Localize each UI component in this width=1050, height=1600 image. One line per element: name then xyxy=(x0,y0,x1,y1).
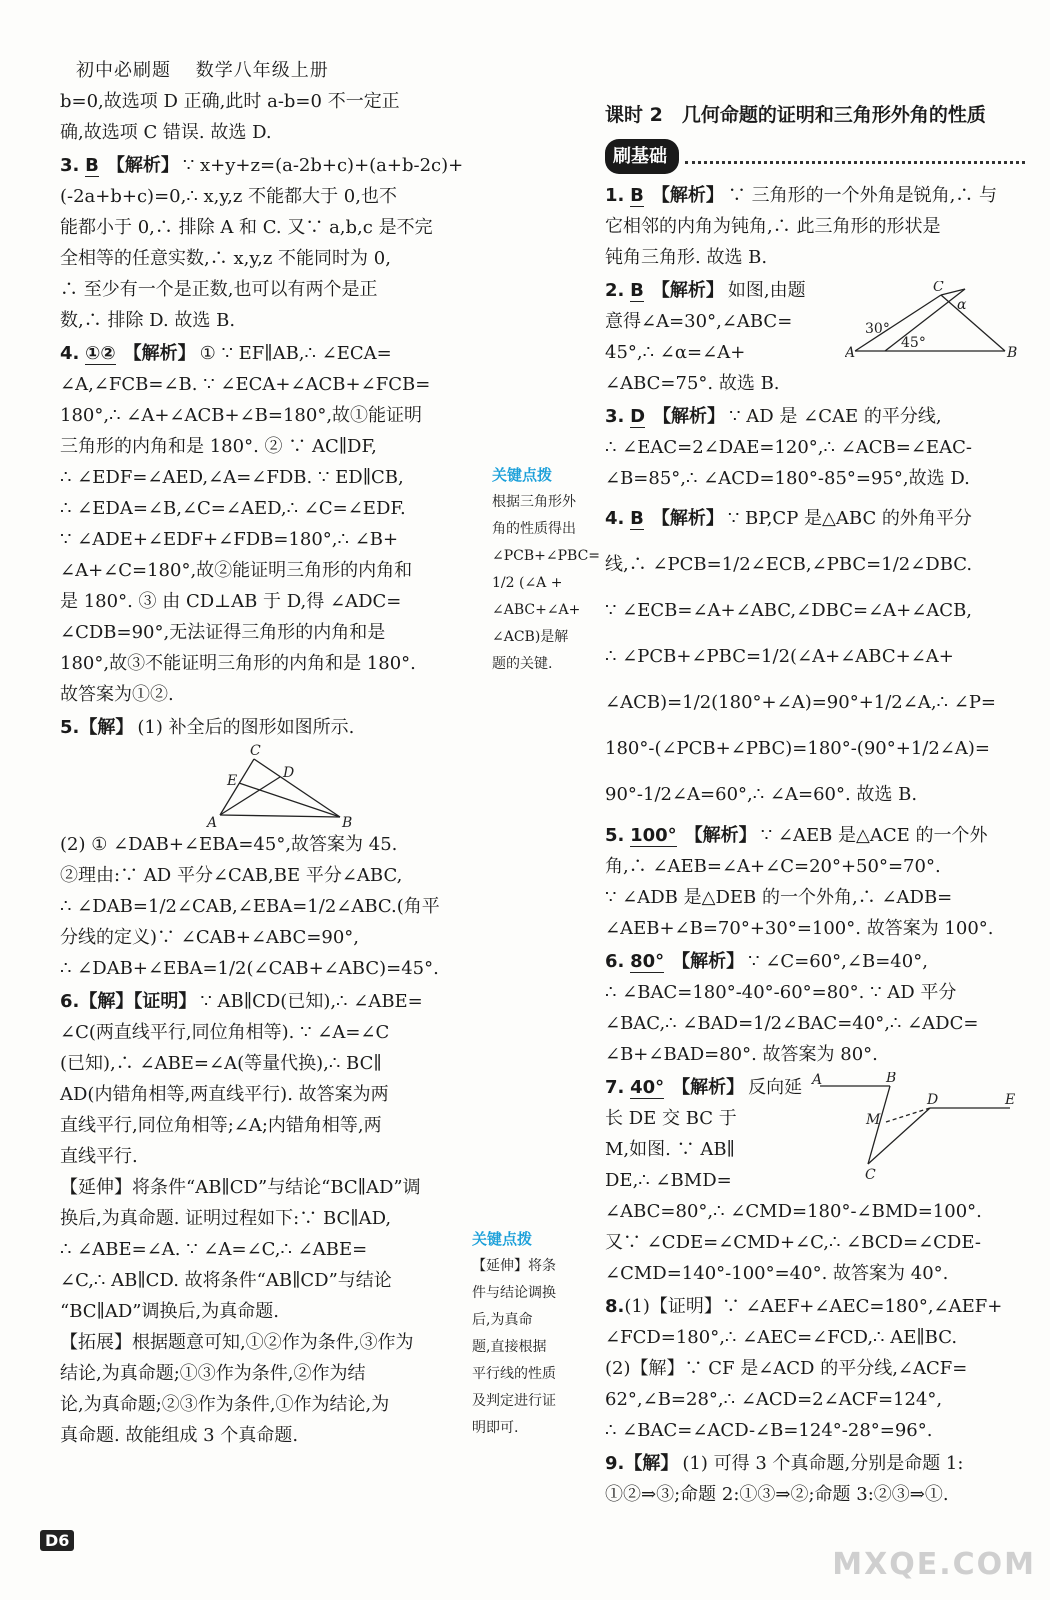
text-line: ∴ ∠DAB+∠EBA=1/2(∠CAB+∠ABC)=45°. xyxy=(60,958,439,979)
analysis-tag: 【解析】 xyxy=(672,951,745,972)
answer: D xyxy=(630,406,646,427)
note-line: 1/2 (∠A + xyxy=(492,575,563,591)
label-a: A xyxy=(207,815,218,829)
text-line: ∠BAC,∴ ∠BAD=1/2∠BAC=40°,∴ ∠ADC= xyxy=(605,1013,979,1034)
brush-basics-badge: 刷基础 xyxy=(605,139,679,174)
note-line: 【延伸】将条 xyxy=(472,1258,556,1274)
text-line: ∴ ∠DAB=1/2∠CAB,∠EBA=1/2∠ABC.(角平 xyxy=(60,896,440,917)
analysis-tag: 【解析】 xyxy=(106,155,179,176)
text-line: 90°-1/2∠A=60°,∴ ∠A=60°. 故选 B. xyxy=(605,784,918,805)
key-point-title: 关键点拨 xyxy=(472,1230,533,1248)
text-line: (2) ① ∠DAB+∠EBA=45°,故答案为 45. xyxy=(60,834,398,855)
book-title: 初中必刷题 xyxy=(76,60,171,81)
text-line: ∵ AB∥CD(已知),∴ ∠ABE= xyxy=(200,991,423,1012)
text-line: ∠A,∠FCB=∠B. ∵ ∠ECA+∠ACB+∠FCB= xyxy=(60,374,431,395)
note-line: 题,直接根据 xyxy=(472,1339,547,1355)
text-line: 直线平行. xyxy=(60,1146,138,1167)
angle-figure xyxy=(845,281,1025,361)
label-d: D xyxy=(927,1092,939,1108)
label-d: D xyxy=(283,765,295,781)
page-header xyxy=(76,56,347,82)
text-line: DE,∴ ∠BMD= xyxy=(605,1170,732,1191)
answer: B xyxy=(85,155,99,176)
text-line: b=0,故选项 D 正确,此时 a-b=0 不一定正 xyxy=(60,91,400,112)
text-line: 分线的定义)∵ ∠CAB+∠ABC=90°, xyxy=(60,927,360,948)
question-3 xyxy=(60,150,490,336)
text-line: ① ∵ EF∥AB,∴ ∠ECA= xyxy=(199,343,392,364)
triangle-figure xyxy=(60,743,490,829)
label-a: A xyxy=(845,345,856,361)
text-line: 又∵ ∠CDE=∠CMD+∠C,∴ ∠BCD=∠CDE- xyxy=(605,1232,981,1253)
question-6 xyxy=(605,946,1025,1070)
question-number: 6. xyxy=(60,991,80,1012)
question-8 xyxy=(605,1291,1025,1446)
note-line: 角的性质得出 xyxy=(492,521,576,537)
text-line: ∵ ∠ADB 是△DEB 的一个外角,∴ ∠ADB= xyxy=(605,887,953,908)
answer: B xyxy=(630,280,644,301)
answer: B xyxy=(630,508,644,529)
question-6 xyxy=(60,986,490,1451)
text-line: (已知),∴ ∠ABE=∠A(等量代换),∴ BC∥ xyxy=(60,1053,382,1074)
text-line: 180°,∴ ∠A+∠ACB+∠B=180°,故①能证明 xyxy=(60,405,423,426)
text-line: 线,∴ ∠PCB=1/2∠ECB,∠PBC=1/2∠DBC. xyxy=(605,554,973,575)
text-line: ∵ ∠AEB 是△ACE 的一个外 xyxy=(760,825,988,846)
text-line: ∴ ∠PCB+∠PBC=1/2(∠A+∠ABC+∠A+ xyxy=(605,646,954,667)
key-point-note-2 xyxy=(472,1226,577,1442)
left-column xyxy=(60,86,490,1453)
text-line: 180°,故③不能证明三角形的内角和是 180°. xyxy=(60,653,416,674)
text-line: 【延伸】将条件“AB∥CD”与结论“BC∥AD”调 xyxy=(60,1177,421,1198)
label-e: E xyxy=(1005,1092,1016,1108)
question-2 xyxy=(605,275,1025,399)
right-column xyxy=(605,100,1025,1512)
subject-title: 数学八年级上册 xyxy=(195,60,329,81)
text-line: ①②⇒③;命题 2:①③⇒②;命题 3:②③⇒①. xyxy=(605,1484,949,1505)
continued-text xyxy=(60,86,490,148)
question-1 xyxy=(605,180,1025,273)
note-line: ∠PCB+∠PBC= xyxy=(492,548,601,564)
text-line: 是 180°. ③ 由 CD⊥AB 于 D,得 ∠ADC= xyxy=(60,591,402,612)
answer: B xyxy=(630,185,644,206)
text-line: ∴ ∠ABE=∠A. ∵ ∠A=∠C,∴ ∠ABE= xyxy=(60,1239,368,1260)
text-line: ∠ACB)=1/2(180°+∠A)=90°+1/2∠A,∴ ∠P= xyxy=(605,692,997,713)
question-4 xyxy=(60,338,490,710)
text-line: 结论,为真命题;①③作为条件,②作为结 xyxy=(60,1363,366,1384)
question-4 xyxy=(605,496,1025,818)
note-line: ∠ABC+∠A+ xyxy=(492,602,581,618)
answer: 80° xyxy=(630,951,665,972)
question-7 xyxy=(605,1072,1025,1289)
text-line: ∠CMD=140°-100°=40°. 故答案为 40°. xyxy=(605,1263,949,1284)
text-line: 角,∴ ∠AEB=∠A+∠C=20°+50°=70°. xyxy=(605,856,941,877)
question-number: 8. xyxy=(605,1296,625,1317)
watermark: MXQE.COM xyxy=(832,1547,1036,1582)
note-line: 及判定进行证 xyxy=(472,1393,556,1409)
question-number: 5. xyxy=(605,825,625,846)
text-line: 直线平行,同位角相等;∠A;内错角相等,两 xyxy=(60,1115,382,1136)
text-line: M,如图. ∵ AB∥ xyxy=(605,1139,735,1160)
question-number: 6. xyxy=(605,951,625,972)
angle-45: 45° xyxy=(901,335,926,351)
text-line: ∠B+∠BAD=80°. 故答案为 80°. xyxy=(605,1044,878,1065)
label-a: A xyxy=(812,1072,823,1088)
text-line: ∠AEB+∠B=70°+30°=100°. 故答案为 100°. xyxy=(605,918,994,939)
text-line: 换后,为真命题. 证明过程如下:∵ BC∥AD, xyxy=(60,1208,392,1229)
text-line: 三角形的内角和是 180°. ② ∵ AC∥DF, xyxy=(60,436,377,457)
text-line: ∠ABC=80°,∴ ∠CMD=180°-∠BMD=100°. xyxy=(605,1201,982,1222)
text-line: ∵ BP,CP 是△ABC 的外角平分 xyxy=(727,508,972,529)
answer: 100° xyxy=(630,825,677,846)
text-line: (-2a+b+c)=0,∴ x,y,z 不能都大于 0,也不 xyxy=(60,186,397,207)
analysis-tag: 【解析】 xyxy=(684,825,757,846)
text-line: 故答案为①②. xyxy=(60,684,174,705)
question-3 xyxy=(605,401,1025,494)
text-line: 全相等的任意实数,∴ x,y,z 不能同时为 0, xyxy=(60,248,391,269)
page-number: D6 xyxy=(40,1530,74,1551)
text-line: 数,∴ 排除 D. 故选 B. xyxy=(60,310,236,331)
text-line: ∵ x+y+z=(a-2b+c)+(a+b-2c)+ xyxy=(182,155,464,176)
text-line: (1)【证明】∵ ∠AEF+∠AEC=180°,∠AEF+ xyxy=(624,1296,1003,1317)
dotted-divider xyxy=(685,149,1025,164)
question-number: 9. xyxy=(605,1453,625,1474)
text-line: 180°-(∠PCB+∠PBC)=180°-(90°+1/2∠A)= xyxy=(605,738,990,759)
label-e: E xyxy=(227,773,238,789)
text-line: ∴ ∠EAC=2∠DAE=120°,∴ ∠ACB=∠EAC- xyxy=(605,437,972,458)
text-line: ∵ ∠ECB=∠A+∠ABC,∠DBC=∠A+∠ACB, xyxy=(605,600,973,621)
text-line: ∠B=85°,∴ ∠ACD=180°-85°=95°,故选 D. xyxy=(605,468,970,489)
note-line: 平行线的性质 xyxy=(472,1366,556,1382)
text-line: 45°,∴ ∠α=∠A+ xyxy=(605,342,746,363)
analysis-tag: 【解析】 xyxy=(672,1077,745,1098)
text-line: “BC∥AD”调换后,为真命题. xyxy=(60,1301,279,1322)
text-line: ∴ ∠EDF=∠AED,∠A=∠FDB. ∵ ED∥CB, xyxy=(60,467,404,488)
text-line: 62°,∠B=28°,∴ ∠ACD=2∠ACF=124°, xyxy=(605,1389,943,1410)
note-line: 明即可. xyxy=(472,1420,519,1436)
text-line: 确,故选项 C 错误. 故选 D. xyxy=(60,122,272,143)
text-line: ∵ ∠C=60°,∠B=40°, xyxy=(748,951,928,972)
section-banner xyxy=(605,139,1025,174)
question-number: 4. xyxy=(605,508,625,529)
text-line: 真命题. 故能组成 3 个真命题. xyxy=(60,1425,299,1446)
text-line: 能都小于 0,∴ 排除 A 和 C. 又∵ a,b,c 是不完 xyxy=(60,217,433,238)
note-line: 题的关键. xyxy=(492,656,553,672)
text-line: ∠C,∴ AB∥CD. 故将条件“AB∥CD”与结论 xyxy=(60,1270,392,1291)
text-line: 反向延 xyxy=(748,1077,803,1098)
text-line: (1) 可得 3 个真命题,分别是命题 1: xyxy=(682,1453,964,1474)
text-line: ∠A+∠C=180°,故②能证明三角形的内角和 xyxy=(60,560,413,581)
angle-alpha: α xyxy=(957,297,967,313)
text-line: ∵ AD 是 ∠CAE 的平分线, xyxy=(729,406,942,427)
text-line: 意得∠A=30°,∠ABC= xyxy=(605,311,793,332)
solution-tag: 【解】【证明】 xyxy=(79,991,197,1012)
question-5 xyxy=(60,712,490,984)
note-line: 根据三角形外 xyxy=(492,494,576,510)
text-line: (1) 补全后的图形如图所示. xyxy=(137,717,355,738)
text-line: ∠C(两直线平行,同位角相等). ∵ ∠A=∠C xyxy=(60,1022,390,1043)
solution-tag: 【解】 xyxy=(79,717,134,738)
text-line: ∠FCD=180°,∴ ∠AEC=∠FCD,∴ AE∥BC. xyxy=(605,1327,958,1348)
note-line: 件与结论调换 xyxy=(472,1285,556,1301)
label-c: C xyxy=(933,281,944,295)
parallel-lines-figure xyxy=(810,1072,1025,1182)
angle-30: 30° xyxy=(865,321,890,337)
question-number: 4. xyxy=(60,343,80,364)
text-line: (2)【解】∵ CF 是∠ACD 的平分线,∠ACF= xyxy=(605,1358,968,1379)
text-line: ②理由:∵ AD 平分∠CAB,BE 平分∠ABC, xyxy=(60,865,403,886)
text-line: ∵ ∠ADE+∠EDF+∠FDB=180°,∴ ∠B+ xyxy=(60,529,399,550)
note-line: ∠ACB)是解 xyxy=(492,629,569,645)
text-line: 钝角三角形. 故选 B. xyxy=(605,247,768,268)
analysis-tag: 【解析】 xyxy=(653,406,726,427)
text-line: 【拓展】根据题意可知,①②作为条件,③作为 xyxy=(60,1332,414,1353)
label-c: C xyxy=(250,743,261,759)
analysis-tag: 【解析】 xyxy=(123,343,196,364)
key-point-title: 关键点拨 xyxy=(492,466,553,484)
label-b: B xyxy=(1007,345,1018,361)
analysis-tag: 【解析】 xyxy=(651,508,724,529)
analysis-tag: 【解析】 xyxy=(651,185,724,206)
text-line: ∴ ∠EDA=∠B,∠C=∠AED,∴ ∠C=∠EDF. xyxy=(60,498,406,519)
text-line: ∴ ∠BAC=∠ACD-∠B=124°-28°=96°. xyxy=(605,1420,933,1441)
key-point-note-1 xyxy=(492,462,601,678)
text-line: 论,为真命题;②③作为条件,①作为结论,为 xyxy=(60,1394,390,1415)
note-line: 后,为真命 xyxy=(472,1312,533,1328)
text-line: 它相邻的内角为钝角,∴ 此三角形的形状是 xyxy=(605,216,941,237)
text-line: 长 DE 交 BC 于 xyxy=(605,1108,737,1129)
label-c: C xyxy=(865,1167,876,1182)
text-line: ∠ABC=75°. 故选 B. xyxy=(605,373,780,394)
text-line: ∵ 三角形的一个外角是锐角,∴ 与 xyxy=(727,185,998,206)
text-line: 如图,由题 xyxy=(727,280,806,301)
section-title: 课时 2 几何命题的证明和三角形外角的性质 xyxy=(605,104,986,126)
question-number: 1. xyxy=(605,185,625,206)
analysis-tag: 【解析】 xyxy=(651,280,724,301)
question-number: 2. xyxy=(605,280,625,301)
question-number: 7. xyxy=(605,1077,625,1098)
text-line: ∴ 至少有一个是正数,也可以有两个是正 xyxy=(60,279,378,300)
question-number: 5. xyxy=(60,717,80,738)
answer: ①② xyxy=(85,343,116,364)
text-line: ∠CDB=90°,无法证得三角形的内角和是 xyxy=(60,622,386,643)
label-m: M xyxy=(866,1112,881,1128)
question-number: 3. xyxy=(605,406,625,427)
question-5 xyxy=(605,820,1025,944)
label-b: B xyxy=(342,815,353,829)
answer: 40° xyxy=(630,1077,665,1098)
label-b: B xyxy=(886,1072,897,1086)
solution-tag: 【解】 xyxy=(624,1453,679,1474)
question-9 xyxy=(605,1448,1025,1510)
text-line: AD(内错角相等,两直线平行). 故答案为两 xyxy=(60,1084,389,1105)
question-number: 3. xyxy=(60,155,80,176)
text-line: ∴ ∠BAC=180°-40°-60°=80°. ∵ AD 平分 xyxy=(605,982,957,1003)
